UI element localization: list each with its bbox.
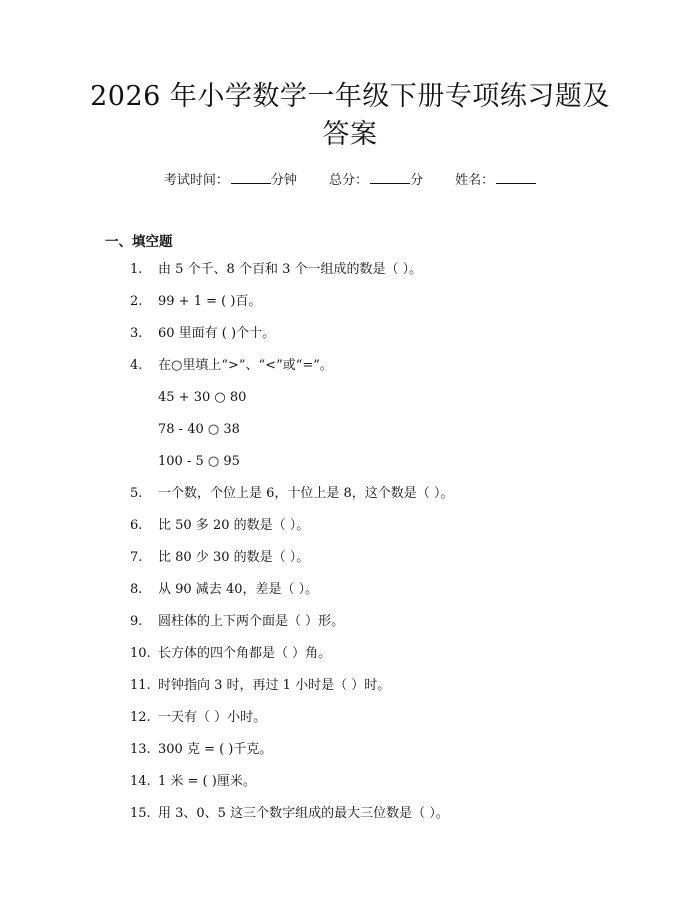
question-item [130,322,650,354]
question-list [130,258,650,834]
student-name-label: 姓名： [455,173,495,188]
sub-question-item [130,418,650,450]
page-title: 2026 年小学数学一年级下册专项练习题及答案 [90,81,610,150]
total-score-unit: 分 [410,173,424,188]
question-text: 45 + 30 ○ 80 [158,390,247,405]
question-number: 9. [130,614,143,629]
question-item [130,770,650,802]
question-item [130,258,650,290]
question-item [130,514,650,546]
question-item [130,802,650,834]
question-item [130,546,650,578]
question-text: 长方体的四个角都是（ ）角。 [158,646,332,661]
question-text: 在○里填上“>”、“<”或“=”。 [158,358,333,373]
question-number: 12. [130,710,151,725]
question-text: 一个数，个位上是 6，十位上是 8，这个数是（ ）。 [158,486,454,501]
question-number: 6. [130,518,143,533]
question-text: 用 3、0、5 这三个数字组成的最大三位数是（ ）。 [158,806,449,821]
question-item [130,706,650,738]
question-number: 15. [130,806,151,821]
question-number: 1. [130,262,143,277]
question-number: 3. [130,326,143,341]
student-name-blank [496,173,536,184]
question-item [130,482,650,514]
total-score-blank [370,173,410,184]
question-text: 60 里面有 ( )个十。 [158,326,276,341]
question-number: 4. [130,358,143,373]
question-text: 78 - 40 ○ 38 [158,422,240,437]
question-number: 5. [130,486,143,501]
exam-time [164,173,301,188]
total-score-label: 总分： [328,173,368,188]
question-text: 时钟指向 3 时，再过 1 小时是（ ）时。 [158,678,391,693]
question-item [130,354,650,386]
question-number: 11. [130,678,151,693]
question-number: 14. [130,774,151,789]
exam-meta [0,169,700,188]
sub-question-item [130,386,650,418]
question-item [130,674,650,706]
exam-time-unit: 分钟 [270,173,297,188]
question-text: 从 90 减去 40，差是（ ）。 [158,582,319,597]
question-text: 比 50 多 20 的数是（ ）。 [158,518,310,533]
question-item [130,642,650,674]
section-title: 一、填空题 [105,234,173,250]
question-number: 2. [130,294,143,309]
question-number: 13. [130,742,151,757]
question-text: 比 80 少 30 的数是（ ）。 [158,550,310,565]
question-item [130,610,650,642]
question-number: 7. [130,550,143,565]
exam-time-label: 考试时间： [163,173,229,188]
total-score [329,173,427,188]
question-text: 一天有（ ）小时。 [158,710,267,725]
question-text: 300 克 = ( )千克。 [158,742,273,757]
question-number: 8. [130,582,143,597]
student-name [455,173,536,188]
question-item [130,738,650,770]
question-number: 10. [130,646,151,661]
question-text: 圆柱体的上下两个面是（ ）形。 [158,614,345,629]
question-text: 99 + 1 = ( )百。 [158,294,262,309]
question-item [130,578,650,610]
question-text: 由 5 个千、8 个百和 3 个一组成的数是（ ）。 [158,262,423,277]
question-item [130,290,650,322]
question-text: 1 米 = ( )厘米。 [158,774,256,789]
exam-time-blank [231,173,271,184]
question-text: 100 - 5 ○ 95 [158,454,240,469]
sub-question-item [130,450,650,482]
